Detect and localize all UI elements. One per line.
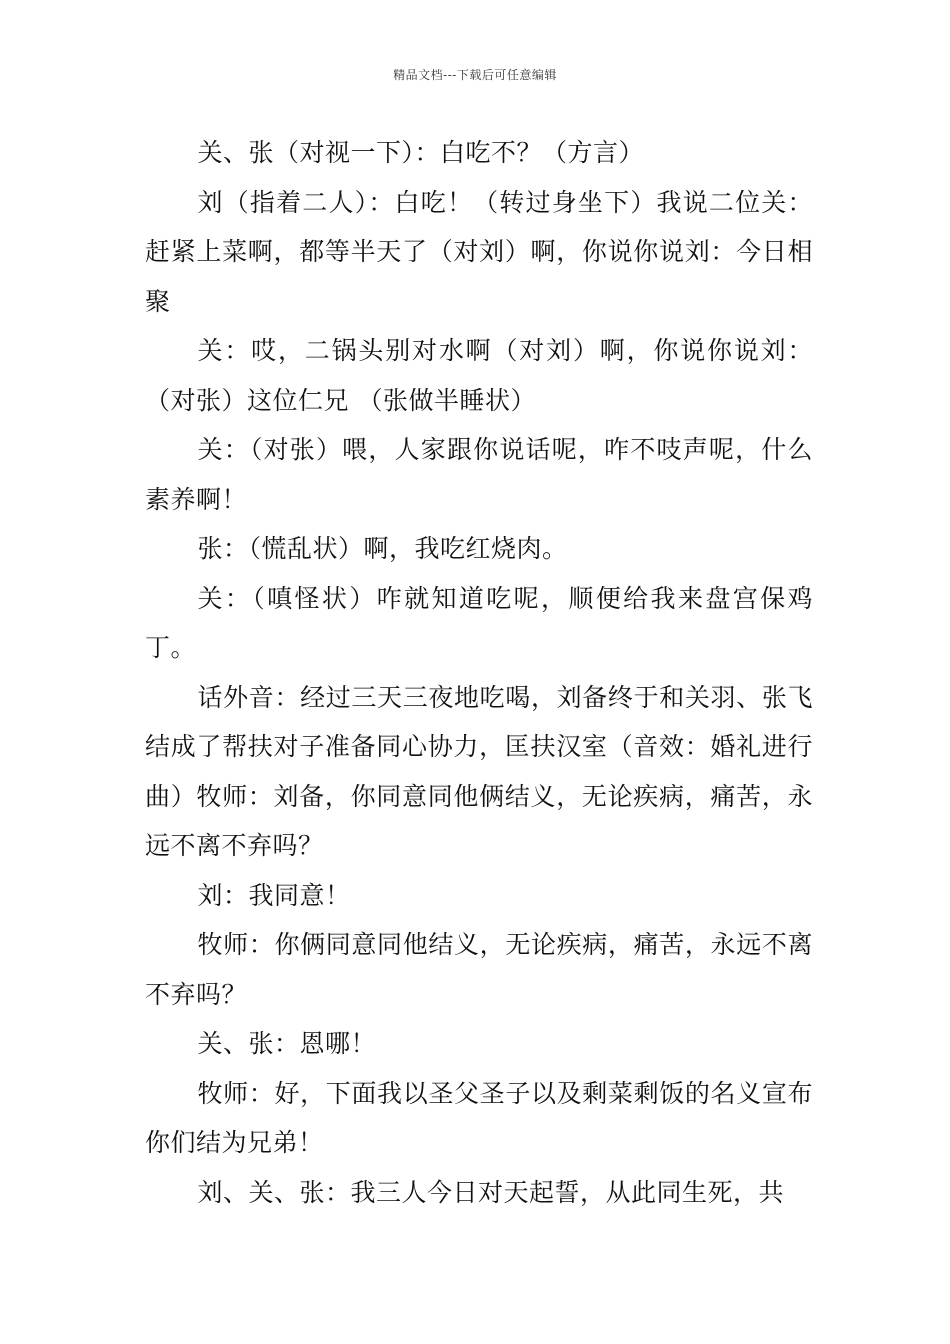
paragraph-10: 关、张：恩哪！ xyxy=(197,1029,377,1058)
paragraph-6: 关：（嗔怪状）咋就知道吃呢，顺便给我来盘宫保鸡丁。 xyxy=(145,583,813,662)
page-header: 精品文档---下载后可任意编辑 xyxy=(393,68,557,82)
paragraph-7: 话外音：经过三天三夜地吃喝，刘备终于和关羽、张飞结成了帮扶对子准备同心协力，匡扶汉室（音效：婚礼进行曲）牧师：刘备，你同意同他俩结义，无论疾病，痛苦，永远不离不弃吗？ xyxy=(145,682,813,860)
document-body xyxy=(145,128,813,1217)
paragraph-8: 刘：我同意！ xyxy=(197,880,351,910)
paragraph-2: 刘（指着二人）：白吃！（转过身坐下）我说二位关：赶紧上菜啊，都等半天了（对刘）啊，你说你说刘：今日相聚 xyxy=(145,187,813,316)
paragraph-5: 张：（慌乱状）啊，我吃红烧肉。 xyxy=(197,534,568,563)
paragraph-4: 关：（对张）喂，人家跟你说话呢，咋不吱声呢，什么素养啊！ xyxy=(145,435,813,514)
paragraph-3: 关：哎，二锅头别对水啊（对刘）啊，你说你说刘：（对张）这位仁兄 （张做半睡状） xyxy=(145,336,813,415)
paragraph-12: 刘、关、张：我三人今日对天起誓，从此同生死，共 xyxy=(197,1177,785,1207)
paragraph-9: 牧师：你俩同意同他结义，无论疾病，痛苦，永远不离不弃吗？ xyxy=(145,930,813,1009)
paragraph-1: 关、张（对视一下）：白吃不？（方言） xyxy=(197,138,645,167)
paragraph-11: 牧师：好，下面我以圣父圣子以及剩菜剩饭的名义宣布你们结为兄弟！ xyxy=(145,1078,813,1157)
